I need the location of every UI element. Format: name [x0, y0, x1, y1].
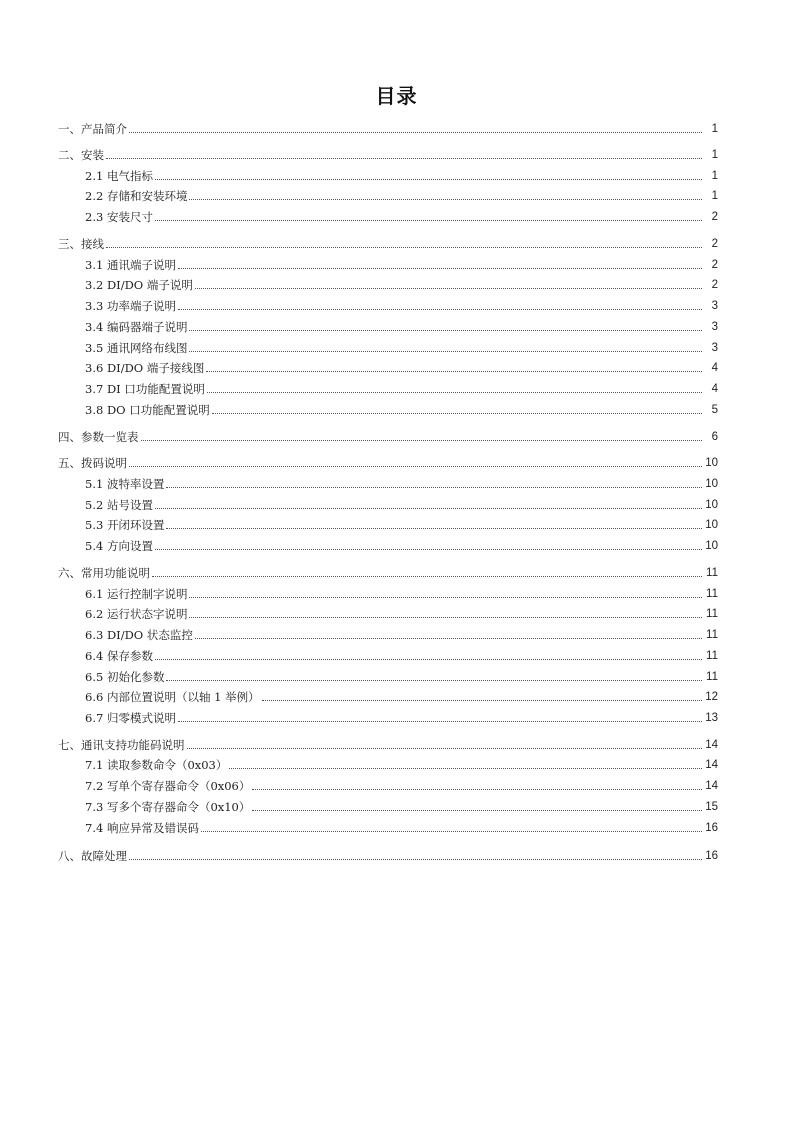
toc-page-number: 2	[711, 259, 718, 271]
toc-page-number: 14	[705, 759, 718, 771]
toc-entry[interactable]	[85, 498, 718, 512]
toc-leader-dots	[178, 721, 702, 722]
toc-entry-label: 四、参数一览表	[58, 430, 139, 444]
toc-page-number: 2	[711, 211, 718, 223]
toc-entry-label: 七、通讯支持功能码说明	[58, 738, 185, 752]
toc-entry[interactable]	[85, 711, 718, 725]
toc-leader-dots	[189, 617, 702, 618]
toc-entry-label: 5.4 方向设置	[85, 539, 153, 553]
toc-page-number: 5	[711, 404, 718, 416]
toc-page-number: 11	[706, 671, 718, 683]
toc-leader-dots	[155, 220, 702, 221]
toc-entry-label: 3.3 功率端子说明	[85, 299, 176, 313]
toc-entry-label: 3.6 DI/DO 端子接线图	[85, 361, 205, 375]
toc-page-number: 1	[711, 190, 718, 202]
toc-page-number: 4	[711, 362, 718, 374]
toc-leader-dots	[252, 789, 702, 790]
toc-leader-dots	[178, 268, 702, 269]
toc-entry[interactable]	[85, 779, 718, 793]
toc-entry[interactable]	[58, 430, 718, 444]
toc-leader-dots	[166, 680, 702, 681]
toc-entry-label: 2.2 存储和安装环境	[85, 189, 188, 203]
toc-entry-label: 7.1 读取参数命令（0x03）	[85, 758, 228, 772]
toc-entry[interactable]	[85, 628, 718, 642]
toc-leader-dots	[207, 392, 702, 393]
toc-entry[interactable]	[85, 649, 718, 663]
toc-leader-dots	[178, 309, 702, 310]
toc-page-number: 2	[711, 238, 718, 250]
toc-entry-label: 5.3 开闭环设置	[85, 518, 165, 532]
toc-entry-label: 7.3 写多个寄存器命令（0x10）	[85, 800, 251, 814]
toc-entry-label: 八、故障处理	[58, 849, 127, 863]
toc-page-number: 6	[711, 431, 718, 443]
toc-entry[interactable]	[58, 566, 718, 580]
toc-entry[interactable]	[85, 539, 718, 553]
toc-page-number: 11	[706, 567, 718, 579]
toc-page-number: 4	[711, 383, 718, 395]
toc-page-number: 11	[706, 650, 718, 662]
toc-page-number: 3	[711, 321, 718, 333]
toc-entry-label: 3.5 通讯网络布线图	[85, 341, 188, 355]
toc-page-number: 11	[706, 629, 718, 641]
toc-entry[interactable]	[85, 189, 718, 203]
toc-entry[interactable]	[85, 278, 718, 292]
toc-entry-label: 五、拨码说明	[58, 456, 127, 470]
toc-leader-dots	[189, 330, 702, 331]
toc-entry[interactable]	[85, 169, 718, 183]
toc-entry-label: 六、常用功能说明	[58, 566, 150, 580]
toc-leader-dots	[195, 638, 702, 639]
toc-entry[interactable]	[58, 148, 718, 162]
toc-leader-dots	[106, 247, 702, 248]
toc-page-number: 16	[705, 822, 718, 834]
toc-leader-dots	[166, 487, 702, 488]
toc-leader-dots	[129, 859, 702, 860]
toc-entry[interactable]	[58, 456, 718, 470]
toc-entry[interactable]	[85, 403, 718, 417]
toc-entry[interactable]	[85, 299, 718, 313]
toc-entry[interactable]	[85, 210, 718, 224]
toc-entry-label: 3.7 DI 口功能配置说明	[85, 382, 205, 396]
toc-page-number: 2	[711, 279, 718, 291]
toc-entry[interactable]	[85, 800, 718, 814]
toc-leader-dots	[152, 576, 702, 577]
toc-page-number: 10	[705, 519, 718, 531]
toc-entry-label: 6.4 保存参数	[85, 649, 153, 663]
toc-entry[interactable]	[85, 341, 718, 355]
toc-page-number: 1	[711, 170, 718, 182]
toc-page-number: 16	[705, 850, 718, 862]
toc-leader-dots	[106, 158, 702, 159]
toc-leader-dots	[155, 508, 702, 509]
toc-page-number: 10	[705, 478, 718, 490]
toc-leader-dots	[206, 371, 702, 372]
toc-entry-label: 三、接线	[58, 237, 104, 251]
toc-entry-label: 7.4 响应异常及错误码	[85, 821, 199, 835]
toc-leader-dots	[155, 659, 702, 660]
toc-entry-label: 6.1 运行控制字说明	[85, 587, 188, 601]
toc-page-number: 12	[705, 691, 718, 703]
toc-entry-label: 7.2 写单个寄存器命令（0x06）	[85, 779, 251, 793]
toc-page-number: 14	[705, 739, 718, 751]
toc-leader-dots	[189, 351, 702, 352]
toc-leader-dots	[212, 413, 702, 414]
toc-page-number: 3	[711, 342, 718, 354]
toc-page-number: 15	[705, 801, 718, 813]
toc-leader-dots	[195, 288, 702, 289]
toc-entry-label: 一、产品简介	[58, 122, 127, 136]
toc-entry[interactable]	[85, 382, 718, 396]
toc-leader-dots	[155, 549, 702, 550]
toc-entry[interactable]	[85, 821, 718, 835]
toc-entry-label: 3.4 编码器端子说明	[85, 320, 188, 334]
toc-entry[interactable]	[85, 670, 718, 684]
toc-leader-dots	[229, 768, 702, 769]
toc-entry-label: 6.7 归零模式说明	[85, 711, 176, 725]
toc-entry[interactable]	[58, 738, 718, 752]
toc-entry[interactable]	[85, 690, 718, 704]
toc-leader-dots	[166, 528, 702, 529]
toc-entry-label: 3.1 通讯端子说明	[85, 258, 176, 272]
toc-entry-label: 5.1 波特率设置	[85, 477, 165, 491]
toc-page-number: 3	[711, 300, 718, 312]
toc-page-number: 10	[705, 457, 718, 469]
toc-entry[interactable]	[58, 237, 718, 251]
toc-leader-dots	[262, 700, 702, 701]
toc-entry[interactable]	[85, 587, 718, 601]
toc-entry-label: 6.6 内部位置说明（以轴 1 举例）	[85, 690, 260, 704]
page-title: 目录	[375, 84, 418, 108]
toc-leader-dots	[187, 748, 703, 749]
toc-page-number: 10	[705, 499, 718, 511]
toc-entry[interactable]	[85, 361, 718, 375]
toc-page-number: 14	[705, 780, 718, 792]
toc-page-number: 10	[705, 540, 718, 552]
toc-page-number: 1	[711, 123, 718, 135]
toc-leader-dots	[141, 440, 703, 441]
toc-entry[interactable]	[85, 477, 718, 491]
toc-page-number: 11	[706, 588, 718, 600]
toc-entry[interactable]	[85, 518, 718, 532]
toc-entry-label: 6.2 运行状态字说明	[85, 607, 188, 621]
toc-entry[interactable]	[85, 607, 718, 621]
toc-page-number: 1	[711, 149, 718, 161]
toc-leader-dots	[189, 597, 702, 598]
toc-leader-dots	[155, 179, 702, 180]
toc-entry-label: 3.2 DI/DO 端子说明	[85, 278, 193, 292]
toc-entry-label: 5.2 站号设置	[85, 498, 153, 512]
toc-leader-dots	[252, 810, 702, 811]
toc-leader-dots	[129, 466, 702, 467]
toc-entry[interactable]	[85, 258, 718, 272]
toc-entry[interactable]	[58, 122, 718, 136]
toc-entry-label: 2.1 电气指标	[85, 169, 153, 183]
toc-entry-label: 2.3 安装尺寸	[85, 210, 153, 224]
toc-entry-label: 二、安装	[58, 148, 104, 162]
toc-entry[interactable]	[85, 758, 718, 772]
toc-entry-label: 6.5 初始化参数	[85, 670, 165, 684]
toc-leader-dots	[129, 132, 702, 133]
toc-entry-label: 6.3 DI/DO 状态监控	[85, 628, 193, 642]
toc-entry[interactable]	[58, 849, 718, 863]
toc-entry[interactable]	[85, 320, 718, 334]
toc-leader-dots	[189, 199, 702, 200]
toc-page-number: 13	[705, 712, 718, 724]
toc-entry-label: 3.8 DO 口功能配置说明	[85, 403, 210, 417]
toc-leader-dots	[201, 831, 702, 832]
toc-page-number: 11	[706, 608, 718, 620]
